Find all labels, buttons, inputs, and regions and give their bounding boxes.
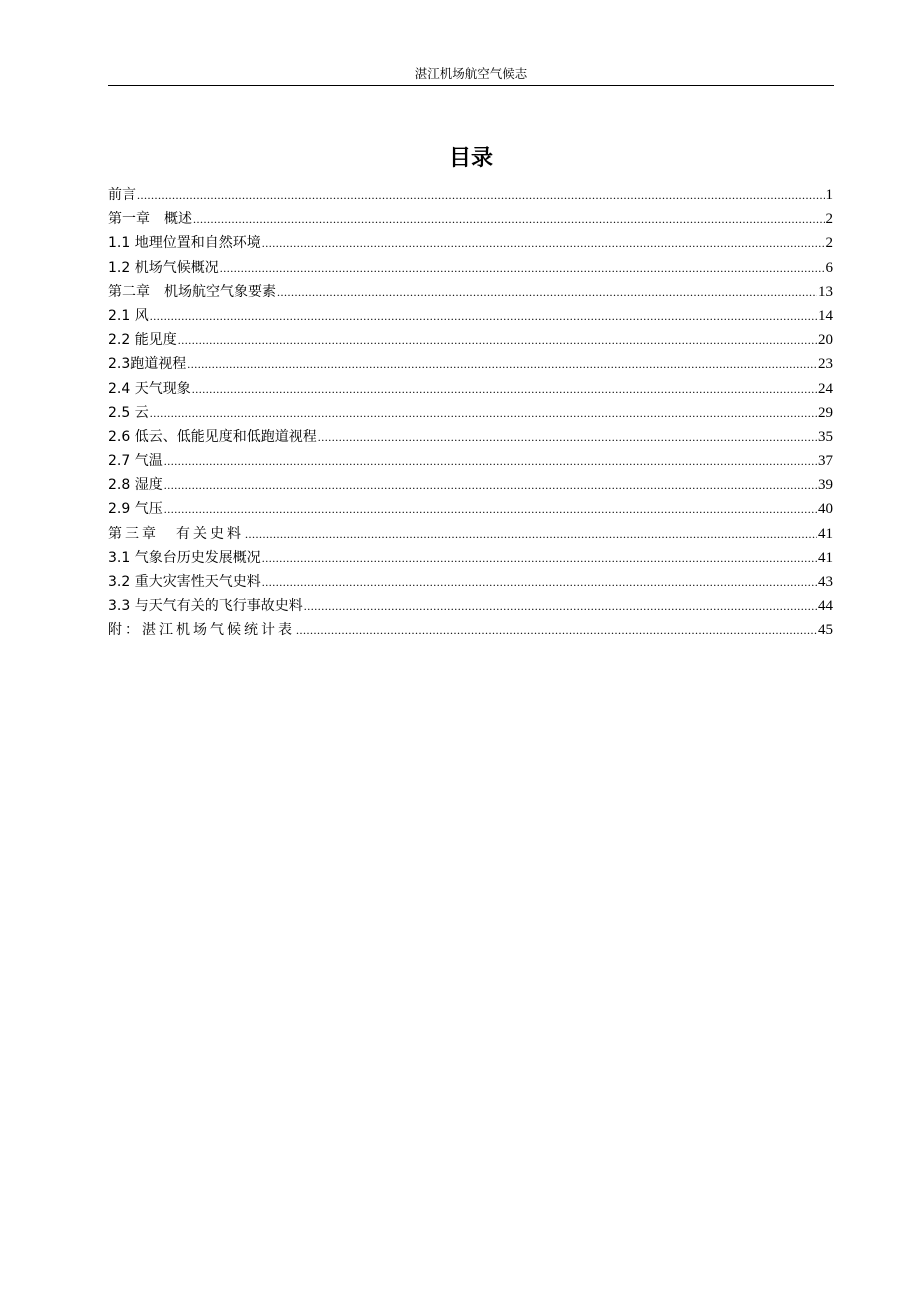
toc-entry-page-number: 45 (818, 622, 833, 639)
toc-dot-leader (277, 280, 817, 304)
running-header: 湛江机场航空气候志 (414, 66, 528, 81)
toc-entry-label: 3.2 重大灾害性天气史料 (108, 574, 261, 590)
toc-entry[interactable] (108, 594, 833, 618)
toc-entry-page-number: 37 (818, 453, 833, 470)
toc-entry-label: 1.2 机场气候概况 (108, 259, 219, 276)
toc-entry-label: 第二章 机场航空气象要素 (108, 283, 276, 300)
toc-dot-leader (296, 618, 817, 642)
toc-entry-label: 2.7 气温 (108, 453, 163, 470)
toc-entry-label: 2.6 低云、低能见度和低跑道视程 (108, 428, 317, 445)
toc-entry-page-number: 29 (818, 404, 833, 421)
toc-entry[interactable] (108, 618, 833, 642)
toc-entry-label: 第三章 有关史料 (108, 525, 244, 542)
toc-entry[interactable] (108, 449, 833, 473)
toc-entry[interactable] (108, 280, 833, 304)
toc-entry-label: 2.8 湿度 (108, 477, 163, 494)
toc-entry[interactable] (108, 183, 833, 207)
toc-dot-leader (187, 352, 817, 376)
toc-dot-leader (137, 183, 825, 207)
toc-entry[interactable] (108, 425, 833, 449)
toc-entry[interactable] (108, 328, 833, 352)
toc-entry-label: 3.1 气象台历史发展概况 (108, 549, 261, 566)
toc-entry-page-number: 2 (825, 211, 833, 228)
toc-entry-label: 3.3 与天气有关的飞行事故史料 (108, 598, 303, 615)
toc-entry-label: 2.9 气压 (108, 501, 163, 518)
toc-entry-label: 2.2 能见度 (108, 332, 177, 349)
toc-entry[interactable] (108, 352, 833, 376)
toc-entry-label: 第一章 概述 (108, 211, 192, 228)
toc-entry-label: 2.5 云 (108, 404, 149, 421)
toc-entry-page-number: 40 (818, 501, 833, 518)
toc-entry-label: 2.4 天气现象 (108, 380, 191, 397)
toc-entry[interactable] (108, 522, 833, 546)
toc-entry-page-number: 20 (818, 332, 833, 349)
toc-dot-leader (150, 401, 817, 425)
toc-entry[interactable] (108, 377, 833, 401)
toc-entry-page-number: 6 (825, 259, 833, 276)
toc-dot-leader (164, 473, 817, 497)
toc-entry-page-number: 24 (818, 380, 833, 397)
toc-entry[interactable] (108, 401, 833, 425)
toc-dot-leader (262, 546, 817, 570)
toc-entry[interactable] (108, 304, 833, 328)
toc-dot-leader (192, 377, 817, 401)
toc-entry[interactable] (108, 546, 833, 570)
toc-entry[interactable] (108, 570, 833, 594)
toc-entry-page-number: 39 (818, 477, 833, 494)
toc-entry-page-number: 43 (818, 574, 833, 590)
toc-entry-label: 前言 (108, 187, 136, 203)
toc-dot-leader (245, 522, 817, 546)
toc-entry[interactable] (108, 497, 833, 521)
toc-entry-label: 附：湛江机场气候统计表 (108, 622, 295, 639)
toc-dot-leader (262, 570, 817, 594)
toc-entry-page-number: 23 (818, 356, 833, 373)
toc-dot-leader (150, 304, 817, 328)
toc-entry-label: 2.3跑道视程 (108, 356, 187, 373)
toc-title: 目录 (448, 146, 493, 171)
toc-dot-leader (193, 207, 825, 231)
toc-dot-leader (318, 425, 817, 449)
toc-entry-page-number: 13 (818, 283, 833, 300)
table-of-contents (108, 183, 833, 643)
toc-dot-leader (262, 231, 825, 255)
toc-entry-page-number: 41 (818, 549, 833, 566)
toc-entry-label: 1.1 地理位置和自然环境 (108, 235, 261, 252)
toc-entry-page-number: 14 (818, 307, 833, 324)
toc-dot-leader (164, 449, 817, 473)
toc-entry-page-number: 1 (825, 187, 833, 203)
toc-dot-leader (164, 497, 817, 521)
toc-entry[interactable] (108, 207, 833, 231)
toc-dot-leader (304, 594, 817, 618)
toc-entry-page-number: 2 (825, 235, 833, 252)
toc-entry-page-number: 44 (818, 598, 833, 615)
header-rule (108, 85, 834, 86)
toc-dot-leader (178, 328, 817, 352)
toc-dot-leader (220, 256, 825, 280)
toc-entry[interactable] (108, 231, 833, 255)
toc-entry-page-number: 35 (818, 428, 833, 445)
toc-entry[interactable] (108, 256, 833, 280)
toc-entry-page-number: 41 (818, 525, 833, 542)
toc-entry[interactable] (108, 473, 833, 497)
toc-entry-label: 2.1 风 (108, 307, 149, 324)
